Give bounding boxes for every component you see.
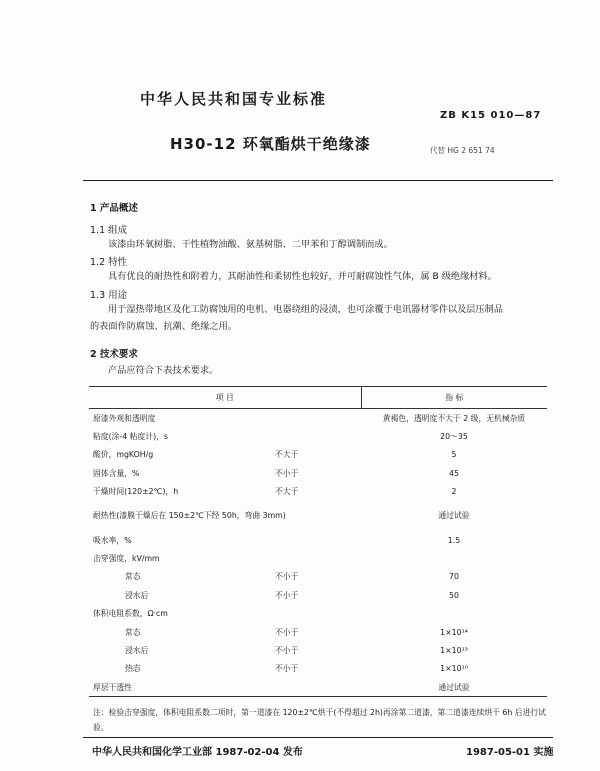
- section-2-intro: 产品应符合下表技术要求。: [108, 365, 219, 376]
- table-row: [89, 623, 547, 641]
- table-row: [89, 531, 547, 549]
- document-title: H30-12 环氧酯烘干绝缘漆: [170, 135, 371, 153]
- row-value: 70: [449, 572, 459, 582]
- row-value: 通过试验: [361, 678, 547, 697]
- row-qualifier: [275, 531, 361, 549]
- row-item: 击穿强度，kV/mm: [93, 554, 160, 564]
- row-value: 1×10¹⁴: [440, 627, 468, 637]
- table-row: [89, 605, 547, 623]
- table-row: [89, 586, 547, 604]
- effective-date: 1987-05-01 实施: [466, 747, 554, 758]
- standard-code: ZB K15 010—87: [440, 110, 542, 121]
- row-qualifier: 不小于: [275, 627, 299, 637]
- row-qualifier: 不小于: [275, 590, 299, 600]
- row-value: 5: [451, 450, 457, 460]
- row-item: 常态: [125, 627, 141, 637]
- row-qualifier: [275, 427, 361, 445]
- row-value: 50: [449, 590, 459, 600]
- section-1-1-text: 该漆由环氧树脂、干性植物油酸、氨基树脂、二甲苯和丁醇调制而成。: [108, 239, 393, 250]
- column-header-spec: 指 标: [361, 387, 547, 409]
- row-item: 酸价，mgKOH/g: [93, 450, 154, 460]
- section-2-heading: 2 技术要求: [90, 349, 138, 360]
- technical-requirements-table: [89, 386, 547, 697]
- row-item: 厚层干透性: [89, 678, 275, 697]
- table-row: [89, 568, 547, 586]
- row-item: 干燥时间(120±2℃)，h: [93, 487, 179, 497]
- row-item: 吸水率，%: [93, 535, 132, 545]
- table-row: [89, 501, 547, 531]
- row-item: 体积电阻系数，Ω·cm: [93, 609, 168, 619]
- standard-title: 中华人民共和国专业标准: [140, 90, 328, 108]
- table-row: [89, 427, 547, 445]
- row-qualifier: [275, 549, 361, 567]
- row-qualifier: 不小于: [275, 645, 299, 655]
- section-1-3-heading: 1.3 用途: [90, 290, 128, 301]
- table-row: [89, 409, 547, 428]
- table-header-row: [89, 387, 547, 409]
- row-item: 粘度(涂-4 粘度计)，s: [93, 432, 168, 442]
- row-qualifier: [275, 409, 361, 428]
- row-value: 1×10¹⁰: [440, 664, 468, 674]
- row-qualifier: 不小于: [275, 468, 299, 478]
- row-item: 耐热性(漆膜干燥后在 150±2℃下经 50h，弯曲 3mm): [93, 510, 286, 520]
- row-qualifier: 不小于: [275, 572, 299, 582]
- row-value: 2: [451, 487, 457, 497]
- section-1-2-heading: 1.2 特性: [90, 257, 128, 268]
- row-item: 固体含量，%: [93, 468, 140, 478]
- table-note: 注：检验击穿强度，体积电阻系数二项时，第一道漆在 120±2℃烘干(不得超过 2h)再涂第二道漆，第二道漆连续烘干 6h 后进行试验。: [93, 708, 546, 732]
- row-qualifier: 不小于: [275, 664, 299, 674]
- row-item: 常态: [125, 572, 141, 582]
- row-item: 浸水后: [125, 590, 149, 600]
- row-item: 热态: [125, 664, 141, 674]
- header-divider: [83, 180, 553, 181]
- row-value: 1×10¹³: [440, 645, 468, 655]
- row-value: [361, 549, 547, 567]
- table-row: [89, 446, 547, 464]
- row-qualifier: [275, 605, 361, 623]
- row-qualifier: 不大于: [275, 450, 299, 460]
- section-1-3-text-line1: 用于湿热带地区及化工防腐蚀用的电机、电器绕组的浸渍，也可涂覆于电讯器材零件以及层压制品: [108, 304, 504, 315]
- section-1-3-text-line2: 的表面作防腐蚀、抗潮、绝缘之用。: [90, 321, 237, 332]
- table-row: [89, 464, 547, 482]
- issued-by-date: 中华人民共和国化学工业部 1987-02-04 发布: [92, 747, 303, 758]
- row-value: 黄褐色，透明度不大于 2 级，无机械杂质: [382, 413, 526, 423]
- table-row: [89, 660, 547, 678]
- row-qualifier: 不大于: [275, 487, 299, 497]
- row-value: 20～35: [440, 432, 468, 442]
- row-value: 45: [449, 468, 459, 478]
- row-value: [361, 605, 547, 623]
- column-header-item: 项 目: [89, 387, 361, 409]
- table-row: [89, 641, 547, 659]
- row-value: 通过试验: [438, 511, 470, 521]
- table-row: [89, 483, 547, 501]
- row-item: 浸水后: [125, 645, 149, 655]
- footer-divider: [83, 737, 553, 738]
- table-row: [89, 678, 547, 697]
- row-item: 原漆外观和透明度: [93, 413, 156, 423]
- section-1-1-heading: 1.1 组成: [90, 225, 128, 236]
- section-1-2-text: 具有优良的耐热性和附着力，其耐油性和柔韧性也较好，并可耐腐蚀性气体，属 B 级绝缘材料。: [108, 271, 497, 282]
- row-value: 1.5: [447, 535, 461, 545]
- replaces-standard: 代替 HG 2 651 74: [430, 146, 495, 155]
- section-1-heading: 1 产品概述: [90, 203, 138, 214]
- table-row: [89, 549, 547, 567]
- row-qualifier: [275, 678, 361, 697]
